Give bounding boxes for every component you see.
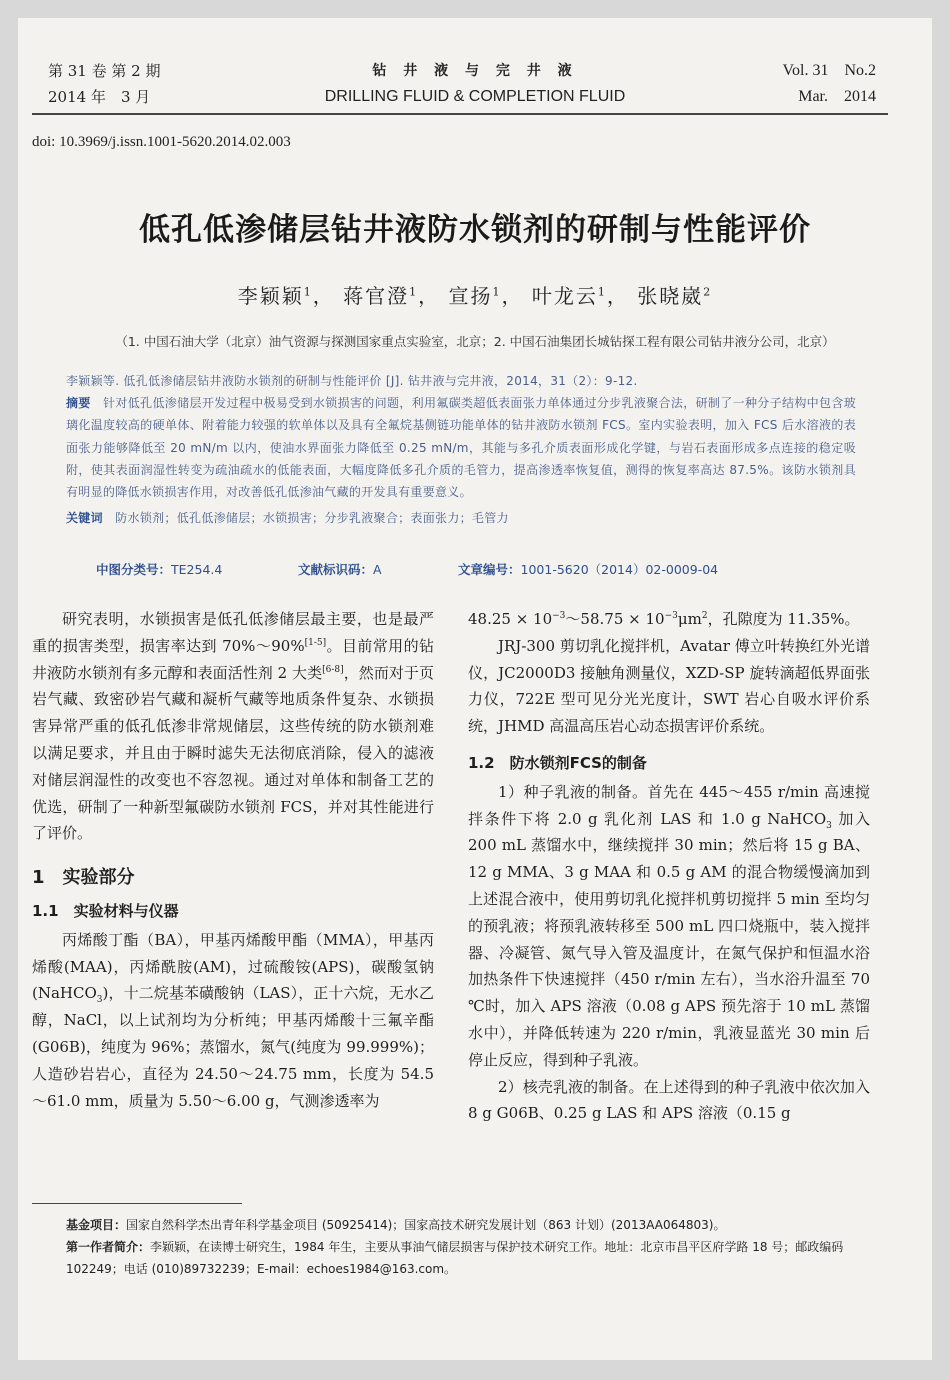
author-bio-note: 第一作者简介：李颖颖，在读博士研究生，1984 年生，主要从事油气储层损害与保护技术研究工作。地址：北京市昌平区府学路 18 号；邮政编码 102249；电话 (010)89732239；E-mail：echoes1984@163.com。 — [66, 1240, 844, 1276]
affiliation: （1. 中国石油大学（北京）油气资源与探测国家重点实验室，北京；2. 中国石油集团长城钻探工程有限公司钻井液分公司，北京） — [115, 334, 835, 349]
subsection-heading: 1.1 实验材料与仪器 — [32, 901, 179, 920]
abstract-label: 摘要 — [66, 396, 91, 411]
materials-paragraph: 丙烯酸丁酯（BA），甲基丙烯酸甲酯（MMA），甲基丙烯酸(MAA)，丙烯酰胺(AM)，过硫酸铵(APS)，碳酸氢钠(NaHCO$_3$)，十二烷基苯磺酸钠（LAS），正十六烷，无水乙醇，NaCl，以上试剂均为分析纯；甲基丙烯酸十三氟辛酯(G06B)，纯度为 96%；蒸馏水，氮气(纯度为 99.999%)；人造砂岩岩心，直径为 24.50～24.75 mm，长度为 54.5～61.0 mm，质量为 5.50～6.00 g，气测渗透率为 — [32, 930, 434, 1110]
author: 宣扬$^1$ — [448, 284, 502, 308]
doi: doi: 10.3969/j.issn.1001-5620.2014.02.003 — [32, 134, 291, 150]
keywords — [66, 507, 856, 529]
right-column — [468, 606, 870, 1127]
article-number: 文章编号：1001-5620（2014）02-0009-04 — [458, 562, 719, 577]
citation: 李颖颖等. 低孔低渗储层钻井液防水锁剂的研制与性能评价 [J]. 钻井液与完井液，2014，31（2）：9-12. — [66, 374, 638, 388]
core-shell-paragraph: 2）核壳乳液的制备。在上述得到的种子乳液中依次加入 8 g G06B、0.25 g LAS 和 APS 溶液（0.15 g — [468, 1077, 870, 1123]
keywords-text: 防水锁剂；低孔低渗储层；水锁损害；分步乳液聚合；表面张力；毛管力 — [115, 511, 509, 526]
abstract-text: 针对低孔低渗储层开发过程中极易受到水锁损害的问题，利用氟碳类超低表面张力单体通过分步乳液聚合法，研制了一种分子结构中包含玻璃化温度较高的硬单体、附着能力较强的软单体以及具有全氟烷基侧链功能单体的钻井液防水锁剂 FCS。室内实验表明，加入 FCS 后水溶液的表面张力能够降低至 20 mN/m 以内，使油水界面张力降低至 0.25 mN/m，其能与多孔介质表面形成化学键，与岩石表面形成多点连接的稳定吸附，使其表面润湿性转变为疏油疏水的低能表面，大幅度降低多孔介质的毛管力，提高渗透率恢复值，测得的恢复率高达 87.5%。该防水锁剂具有明显的降低水锁损害作用，对改善低孔低渗油气藏的开发具有重要意义。 — [66, 396, 857, 500]
header-rule — [32, 113, 888, 115]
subsection-heading: 1.2 防水锁剂FCS的制备 — [468, 753, 647, 772]
abstract — [66, 392, 856, 503]
intro-paragraph: 研究表明，水锁损害是低孔低渗储层最主要，也是最严重的损害类型，损害率达到 70%～90%[1-5]。目前常用的钻井液防水锁剂有多元醇和表面活性剂 2 大类[6-8]，然而对于页岩气藏、致密砂岩气藏和凝析气藏等地质条件复杂、水锁损害异常严重的低孔低渗非常规储层，这些传统的防水锁剂难以满足要求，并且由于瞬时滤失无法彻底消除，侵入的滤液对储层润湿性的改变也不容忽视。通过对单体和制备工艺的优选，研制了一种新型氟碳防水锁剂 FCS，并对其性能进行了评价。 — [32, 610, 434, 843]
journal-page — [18, 18, 932, 1360]
page-title: 低孔低渗储层钻井液防水锁剂的研制与性能评价 — [139, 212, 811, 248]
author: 蒋官澄$^1$ — [343, 284, 419, 308]
author-list: 李颖颖$^1$， 蒋官澄$^1$， 宣扬$^1$， 叶龙云$^1$， 张晓崴$^2$ — [237, 284, 713, 308]
header-journal-en: DRILLING FLUID & COMPLETION FLUID — [324, 88, 626, 105]
author: 李颖颖$^1$ — [237, 284, 313, 308]
header-volume: 第 31 卷 第 2 期 — [48, 62, 161, 80]
header-date-en: Mar. 2014 — [798, 88, 876, 105]
seed-emulsion-paragraph: 1）种子乳液的制备。首先在 445～455 r/min 高速搅拌条件下将 2.0 g 乳化剂 LAS 和 1.0 g NaHCO$_3$ 加入 200 mL 蒸馏水中，继续搅拌 30 min；然后将 15 g BA、12 g MMA、3 g MAA 和 0.5 g AM 的混合物缓慢滴加到上述混合液中，使用剪切乳化搅拌机剪切搅拌 5 min 至均匀的预乳液；将预乳液转移至 500 mL 四口烧瓶中，装入搅拌器、冷凝管、氮气导入管及温度计，在氮气保护和恒温水浴加热条件下快速搅拌（450 r/min 左右），当水浴升温至 70 ℃时，加入 APS 溶液（0.08 g APS 预先溶于 10 mL 蒸馏水中），并降低转速为 220 r/min，乳液显蓝光 30 min 后停止反应，得到种子乳液。 — [468, 782, 870, 1069]
clc: 中图分类号：TE254.4 — [96, 562, 223, 577]
header-vol-en: Vol. 31 No.2 — [782, 62, 876, 79]
doc-code: 文献标识码：A — [298, 562, 382, 577]
author: 叶龙云$^1$ — [531, 284, 607, 308]
footnote-rule — [32, 1203, 242, 1204]
header-date: 2014 年 3 月 — [48, 88, 151, 106]
section-heading: 1 实验部分 — [32, 867, 135, 889]
author: 张晓崴$^2$ — [637, 284, 713, 308]
header-journal-cn: 钻 井 液 与 完 井 液 — [372, 63, 578, 79]
left-column — [32, 606, 434, 1114]
abstract-block — [66, 370, 856, 529]
funding-note: 基金项目：国家自然科学杰出青年科学基金项目 (50925414)；国家高技术研究发展计划（863 计划）(2013AA064803)。 — [66, 1218, 726, 1232]
permeability-line: $48.25 \times 10^{-3}\sim 58.75 \times 10^{-3}\mu m^2$，孔隙度为 11.35%。 — [468, 610, 860, 628]
footnote — [66, 1214, 886, 1280]
keywords-label: 关键词 — [66, 511, 103, 526]
instruments-paragraph: JRJ-300 剪切乳化搅拌机，Avatar 傅立叶转换红外光谱仪，JC2000D3 接触角测量仪，XZD-SP 旋转滴超低界面张力仪，722E 型可见分光光度计，SWT 岩心自吸水评价系统，JHMD 高温高压岩心动态损害评价系统。 — [468, 636, 870, 736]
